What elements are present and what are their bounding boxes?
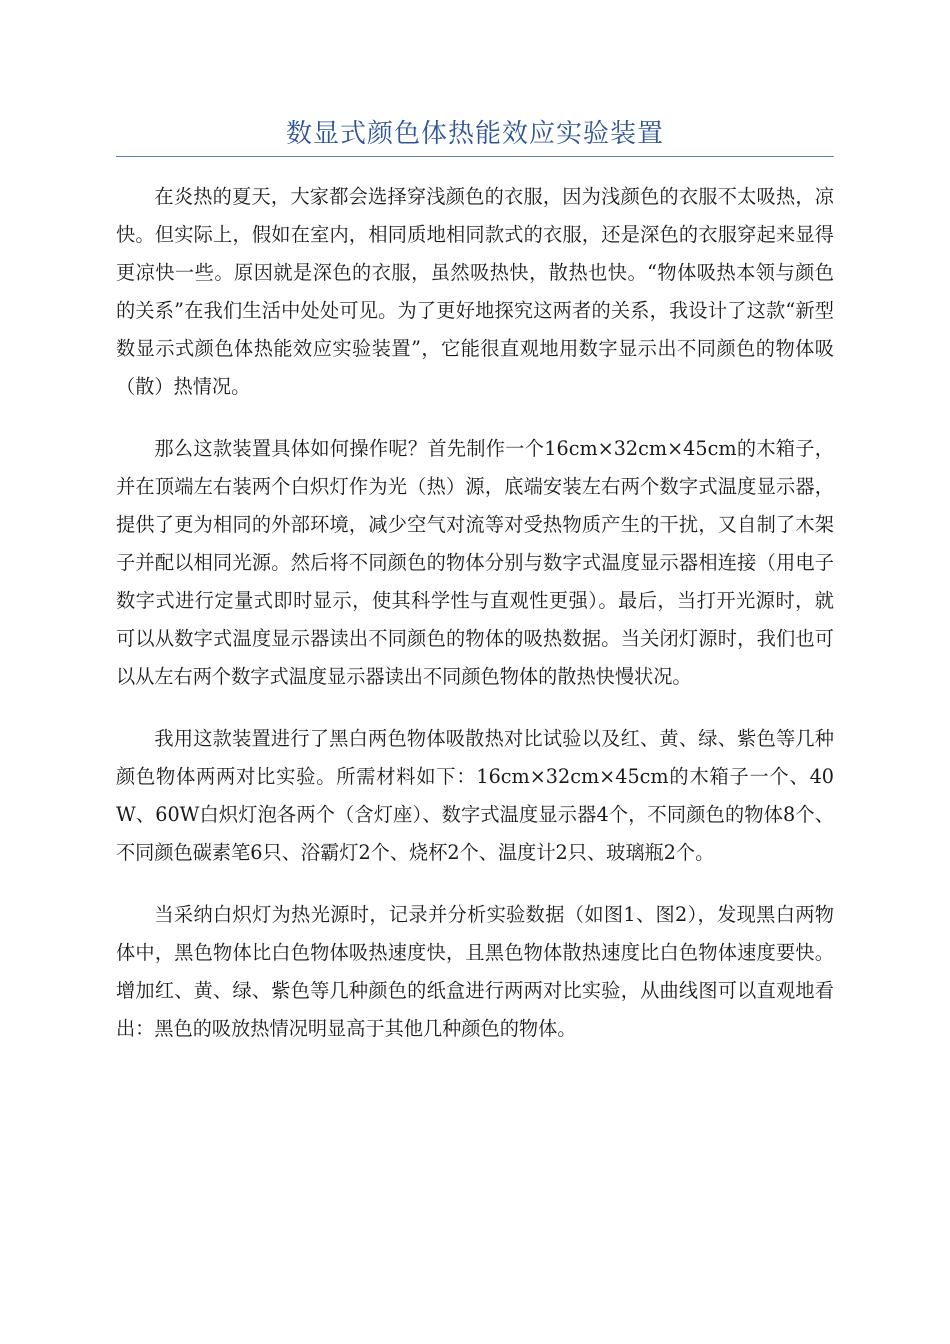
paragraph-results: 当采纳白炽灯为热光源时，记录并分析实验数据（如图1、图2），发现黑白两物体中，黑色物体比白色物体吸热速度快，且黑色物体散热速度比白色物体速度要快。增加红、黄、绿、紫色等几种颜色的纸盒进行两两对比实验，从曲线图可以直观地看出：黑色的吸放热情况明显高于其他几种颜色的物体。 [116, 903, 834, 1040]
title-block [116, 112, 834, 157]
page-title: 数显式颜色体热能效应实验装置 [285, 119, 664, 149]
paragraph-materials: 我用这款装置进行了黑白两色物体吸散热对比试验以及红、黄、绿、紫色等几种颜色物体两两对比实验。所需材料如下：16cm×32cm×45cm的木箱子一个、40W、60W白炽灯泡各两个（含灯座）、数字式温度显示器4个，不同颜色的物体8个、不同颜色碳素笔6只、浴霸灯2个、烧杯2个、温度计2只、玻璃瓶2个。 [116, 727, 834, 864]
paragraph-operation: 那么这款装置具体如何操作呢？首先制作一个16cm×32cm×45cm的木箱子，并在顶端左右装两个白炽灯作为光（热）源，底端安装左右两个数字式温度显示器，提供了更为相同的外部环境，减少空气对流等对受热物质产生的干扰，又自制了木架子并配以相同光源。然后将不同颜色的物体分别与数字式温度显示器相连接（用电子数字式进行定量式即时显示，使其科学性与直观性更强）。最后，当打开光源时，就可以从数字式温度显示器读出不同颜色的物体的吸热数据。当关闭灯源时，我们也可以从左右两个数字式温度显示器读出不同颜色物体的散热快慢状况。 [116, 437, 834, 688]
paragraph-intro: 在炎热的夏天，大家都会选择穿浅颜色的衣服，因为浅颜色的衣服不太吸热，凉快。但实际上，假如在室内，相同质地相同款式的衣服，还是深色的衣服穿起来显得更凉快一些。原因就是深色的衣服，虽然吸热快，散热也快。“物体吸热本领与颜色的关系”在我们生活中处处可见。为了更好地探究这两者的关系，我设计了这款“新型数显示式颜色体热能效应实验装置”，它能很直观地用数字显示出不同颜色的物体吸（散）热情况。 [116, 185, 834, 398]
document-body [116, 178, 834, 1072]
